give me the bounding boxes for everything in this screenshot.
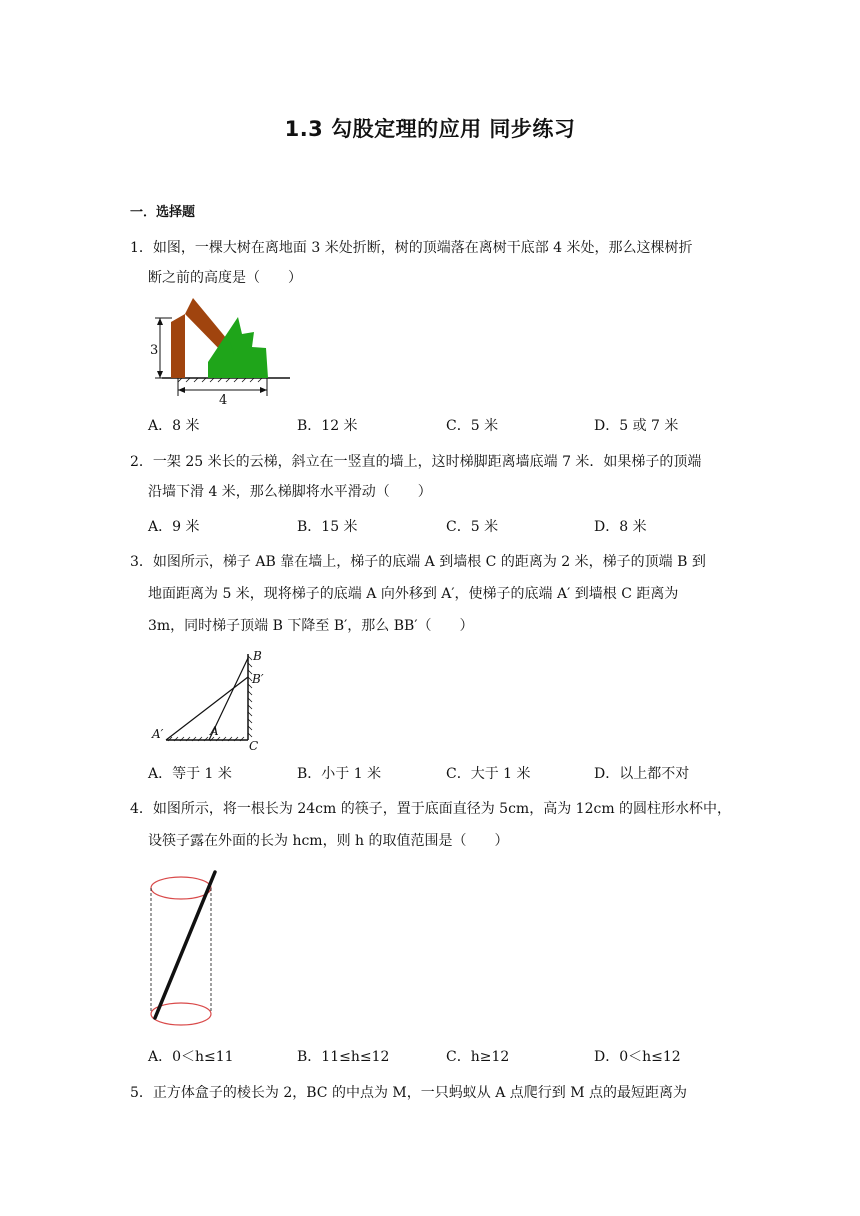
q2-option-c: C．5 米 [446, 519, 499, 535]
q3-option-d: D．以上都不对 [594, 766, 690, 782]
question-3-line-1: 3．如图所示，梯子 AB 靠在墙上，梯子的底端 A 到墙根 C 的距离为 2 米，梯子的顶端 B 到 [130, 554, 706, 570]
question-1-line-1: 1．如图，一棵大树在离地面 3 米处折断，树的顶端落在离树干底部 4 米处，那么这棵树折 [130, 240, 693, 256]
label-a: A [210, 724, 219, 738]
q4-option-d: D．0＜h≤12 [594, 1049, 681, 1065]
label-c: C [249, 739, 259, 753]
question-4-line-1: 4．如图所示，将一根长为 24cm 的筷子，置于底面直径为 5cm，高为 12cm 的圆柱形水杯中， [130, 801, 732, 817]
figure-label-distance: 4 [219, 393, 228, 407]
question-5-line-1: 5．正方体盒子的棱长为 2，BC 的中点为 M，一只蚂蚁从 A 点爬行到 M 点的最短距离为 [130, 1085, 688, 1101]
q1-option-d: D．5 或 7 米 [594, 418, 679, 434]
question-4-line-2: 设筷子露在外面的长为 hcm，则 h 的取值范围是（ ） [148, 833, 509, 849]
question-2-line-2: 沿墙下滑 4 米，那么梯脚将水平滑动（ ） [148, 484, 432, 500]
label-a-prime: A′ [152, 727, 164, 741]
q4-option-a: A．0＜h≤11 [148, 1049, 234, 1065]
section-heading: 一．选择题 [130, 205, 196, 220]
q3-option-c: C．大于 1 米 [446, 766, 531, 782]
q4-option-c: C．h≥12 [446, 1049, 510, 1065]
q2-option-b: B．15 米 [297, 519, 358, 535]
q1-option-c: C．5 米 [446, 418, 499, 434]
question-3-line-3: 3m，同时梯子顶端 B 下降至 B′，那么 BB′（ ） [148, 618, 474, 634]
q3-option-b: B．小于 1 米 [297, 766, 382, 782]
page-title: 1.3 勾股定理的应用 同步练习 [284, 117, 576, 141]
label-b: B [253, 649, 262, 663]
figure-broken-tree [150, 292, 295, 407]
q2-option-d: D．8 米 [594, 519, 647, 535]
figure-ladder [148, 644, 273, 754]
q3-option-a: A．等于 1 米 [148, 766, 232, 782]
q1-option-a: A．8 米 [148, 418, 200, 434]
q1-option-b: B．12 米 [297, 418, 358, 434]
figure-cup-chopstick [143, 866, 228, 1031]
question-1-line-2: 断之前的高度是（ ） [148, 270, 302, 286]
q4-option-b: B．11≤h≤12 [297, 1049, 390, 1065]
q2-option-a: A．9 米 [148, 519, 200, 535]
label-b-prime: B′ [252, 672, 264, 686]
question-2-line-1: 2．一架 25 米长的云梯，斜立在一竖直的墙上，这时梯脚距离墙底端 7 米．如果梯子的顶端 [130, 454, 702, 470]
figure-label-height: 3 [150, 343, 159, 358]
question-3-line-2: 地面距离为 5 米，现将梯子的底端 A 向外移到 A′，使梯子的底端 A′ 到墙根 C 距离为 [148, 586, 679, 602]
